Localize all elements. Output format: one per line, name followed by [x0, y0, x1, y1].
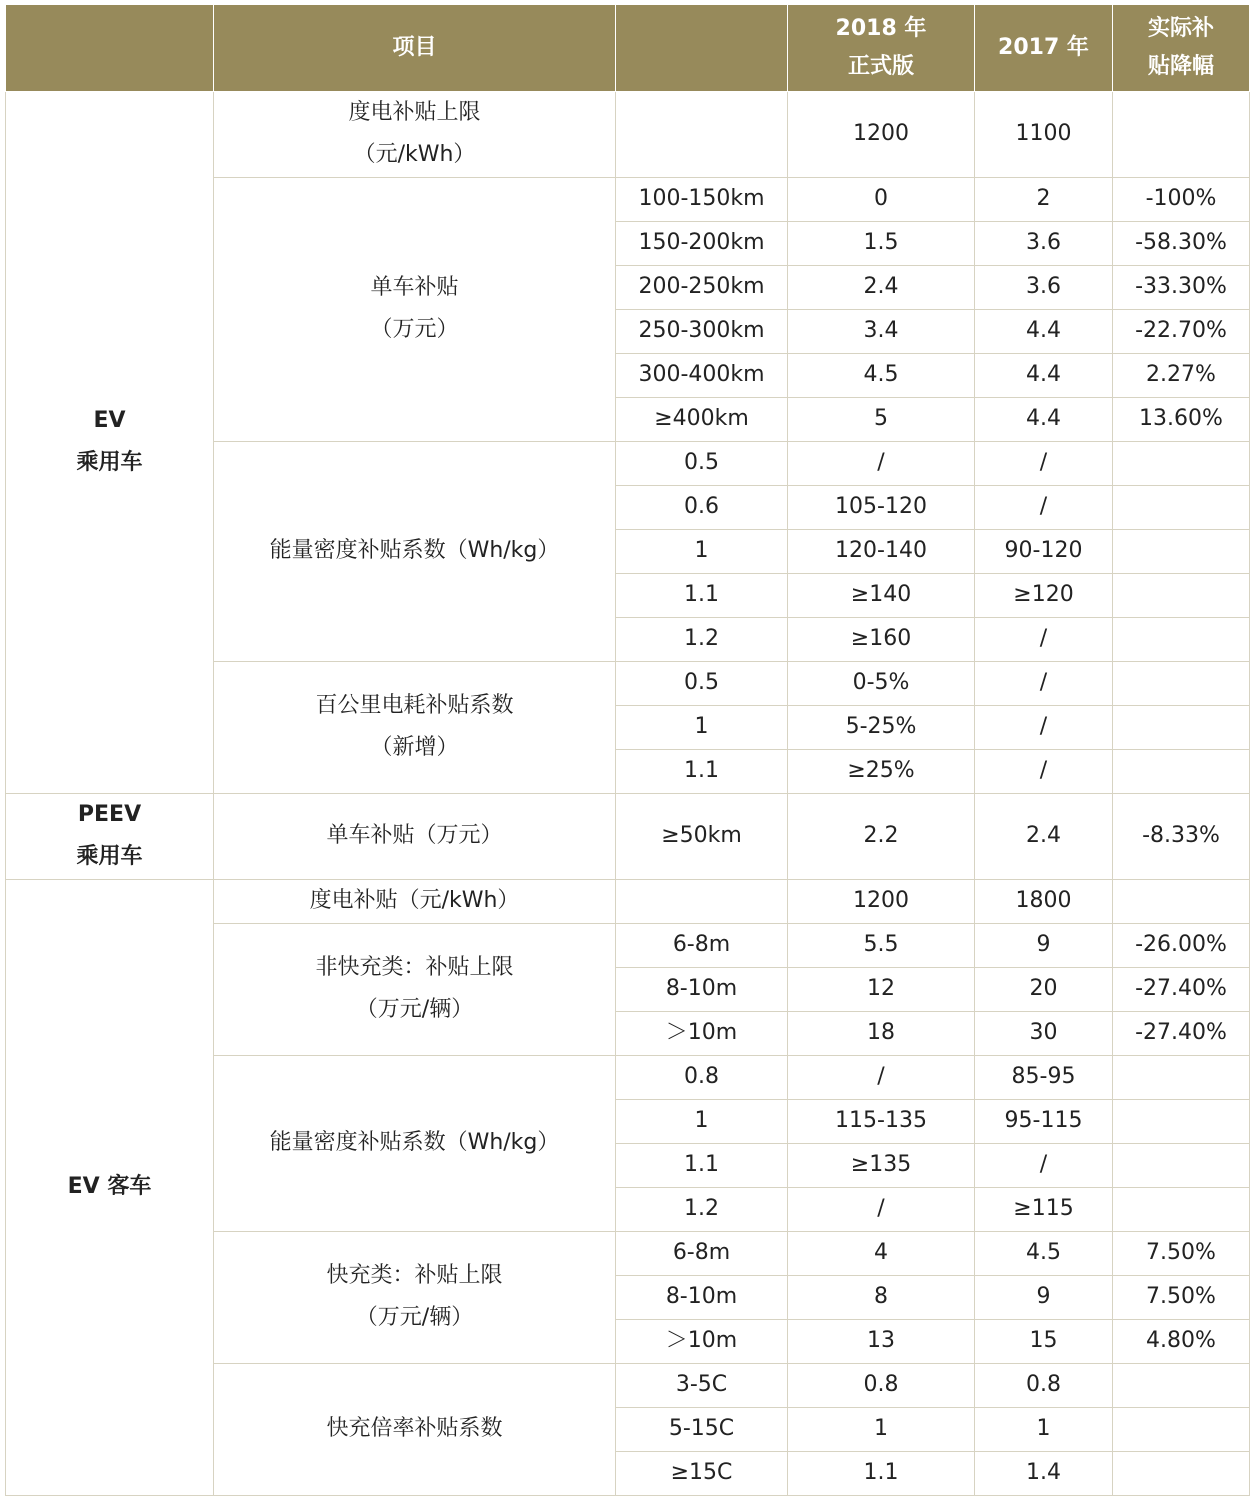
cell-2017: 20	[975, 967, 1113, 1011]
cell-2017: /	[975, 1143, 1113, 1187]
group-fast-line2: （万元/辆）	[355, 1305, 474, 1330]
cell-2018: 12	[788, 967, 975, 1011]
table-row	[6, 91, 1250, 177]
cell-2018: 4	[788, 1231, 975, 1275]
cell-2018: 18	[788, 1011, 975, 1055]
cell-sub: 1.1	[616, 749, 788, 793]
cell-drop	[1113, 485, 1250, 529]
cell-sub: 1.1	[616, 573, 788, 617]
cell-2017: /	[975, 485, 1113, 529]
section-ev-car-line1: EV	[93, 408, 126, 433]
cell-drop	[1113, 1363, 1250, 1407]
cell-drop	[1113, 529, 1250, 573]
cell-sub: 8-10m	[616, 1275, 788, 1319]
cell-2018: /	[788, 1055, 975, 1099]
cell-drop	[1113, 1099, 1250, 1143]
cell-2018: 120-140	[788, 529, 975, 573]
cell-drop	[1113, 879, 1250, 923]
cell-2018: 1200	[788, 879, 975, 923]
cell-drop	[1113, 1055, 1250, 1099]
cell-2017: 30	[975, 1011, 1113, 1055]
header-item: 项目	[214, 5, 616, 91]
cell-sub: 300-400km	[616, 353, 788, 397]
group-density-car: 能量密度补贴系数（Wh/kg）	[214, 441, 616, 661]
cell-sub: 6-8m	[616, 1231, 788, 1275]
cell-2017: 1.4	[975, 1451, 1113, 1495]
cell-2018: ≥135	[788, 1143, 975, 1187]
cell-2018: 1.5	[788, 221, 975, 265]
cell-sub: 8-10m	[616, 967, 788, 1011]
header-2018-line2: 正式版	[847, 53, 914, 79]
cell-drop: -22.70%	[1113, 309, 1250, 353]
cell-2017: 9	[975, 923, 1113, 967]
cell-sub: 1	[616, 529, 788, 573]
cell-2018: 1	[788, 1407, 975, 1451]
cell-2017: /	[975, 705, 1113, 749]
cell-2018: 0.8	[788, 1363, 975, 1407]
cell-drop: -8.33%	[1113, 793, 1250, 879]
cell-drop: 13.60%	[1113, 397, 1250, 441]
cell-sub	[616, 879, 788, 923]
header-drop-line1: 实际补	[1147, 15, 1214, 41]
cell-sub: ≥15C	[616, 1451, 788, 1495]
cell-2017: /	[975, 749, 1113, 793]
cell-drop	[1113, 91, 1250, 177]
subsidy-table	[5, 5, 1250, 1496]
cell-2018: /	[788, 1187, 975, 1231]
cell-drop	[1113, 661, 1250, 705]
cell-2018: 13	[788, 1319, 975, 1363]
cell-2017: /	[975, 441, 1113, 485]
cell-sub: 100-150km	[616, 177, 788, 221]
section-peev-car-line1: PEEV	[77, 802, 142, 827]
cell-2017: 1	[975, 1407, 1113, 1451]
cell-2017: 90-120	[975, 529, 1113, 573]
group-rate: 快充倍率补贴系数	[214, 1363, 616, 1495]
table-row	[6, 879, 1250, 923]
cell-2018: 8	[788, 1275, 975, 1319]
cell-sub: 1	[616, 705, 788, 749]
section-ev-bus: EV 客车	[6, 879, 214, 1495]
cell-sub: 1.2	[616, 1187, 788, 1231]
group-nonfast	[214, 923, 616, 1055]
cell-sub: ＞10m	[616, 1319, 788, 1363]
section-ev-car-line2: 乘用车	[76, 450, 143, 475]
cell-drop	[1113, 617, 1250, 661]
cell-drop	[1113, 1187, 1250, 1231]
cell-sub: 0.5	[616, 661, 788, 705]
cell-sub: 250-300km	[616, 309, 788, 353]
group-kwh-cap-line2: （元/kWh）	[353, 142, 476, 167]
cell-2018: ≥160	[788, 617, 975, 661]
cell-drop: 7.50%	[1113, 1275, 1250, 1319]
header-drop	[1113, 5, 1250, 91]
cell-sub: ≥400km	[616, 397, 788, 441]
cell-2017: 3.6	[975, 221, 1113, 265]
cell-2018: ≥25%	[788, 749, 975, 793]
cell-2017: 1800	[975, 879, 1113, 923]
cell-drop: -26.00%	[1113, 923, 1250, 967]
cell-sub: 6-8m	[616, 923, 788, 967]
cell-sub: 1.2	[616, 617, 788, 661]
section-ev-car	[6, 91, 214, 793]
cell-sub: ＞10m	[616, 1011, 788, 1055]
cell-2017: 4.4	[975, 309, 1113, 353]
cell-sub: ≥50km	[616, 793, 788, 879]
group-nonfast-line1: 非快充类：补贴上限	[315, 955, 514, 980]
cell-2017: /	[975, 617, 1113, 661]
cell-2018: 2.2	[788, 793, 975, 879]
header-2018	[788, 5, 975, 91]
cell-2017: ≥115	[975, 1187, 1113, 1231]
cell-2018: /	[788, 441, 975, 485]
cell-2017: 1100	[975, 91, 1113, 177]
cell-drop	[1113, 441, 1250, 485]
group-kwh-bus: 度电补贴（元/kWh）	[214, 879, 616, 923]
group-peev-single: 单车补贴（万元）	[214, 793, 616, 879]
header-category	[6, 5, 214, 91]
group-kwh-cap-line1: 度电补贴上限	[348, 100, 481, 125]
cell-sub: 0.5	[616, 441, 788, 485]
cell-drop	[1113, 749, 1250, 793]
section-peev-car-line2: 乘用车	[76, 844, 143, 869]
cell-2018: 5	[788, 397, 975, 441]
group-nonfast-line2: （万元/辆）	[355, 997, 474, 1022]
cell-drop: -58.30%	[1113, 221, 1250, 265]
group-consumption-line1: 百公里电耗补贴系数	[315, 693, 514, 718]
cell-sub: 200-250km	[616, 265, 788, 309]
cell-drop	[1113, 1407, 1250, 1451]
header-2017: 2017 年	[975, 5, 1113, 91]
header-sub	[616, 5, 788, 91]
group-consumption-line2: （新增）	[370, 735, 459, 760]
header-drop-line2: 贴降幅	[1147, 53, 1214, 79]
cell-2017: 3.6	[975, 265, 1113, 309]
cell-drop	[1113, 1451, 1250, 1495]
cell-sub: 0.8	[616, 1055, 788, 1099]
cell-2017: 95-115	[975, 1099, 1113, 1143]
section-peev-car	[6, 793, 214, 879]
header-row	[6, 5, 1250, 91]
cell-2017: 2.4	[975, 793, 1113, 879]
group-single-line2: （万元）	[370, 317, 459, 342]
cell-2017: ≥120	[975, 573, 1113, 617]
cell-sub: 5-15C	[616, 1407, 788, 1451]
cell-drop: -100%	[1113, 177, 1250, 221]
cell-drop	[1113, 1143, 1250, 1187]
group-density-bus: 能量密度补贴系数（Wh/kg）	[214, 1055, 616, 1231]
cell-2018: 2.4	[788, 265, 975, 309]
cell-drop: -27.40%	[1113, 1011, 1250, 1055]
cell-drop	[1113, 705, 1250, 749]
cell-2018: 1200	[788, 91, 975, 177]
cell-2018: 1.1	[788, 1451, 975, 1495]
group-single-line1: 单车补贴	[370, 275, 459, 300]
cell-2017: 4.5	[975, 1231, 1113, 1275]
cell-sub: 3-5C	[616, 1363, 788, 1407]
cell-sub: 1	[616, 1099, 788, 1143]
group-consumption	[214, 661, 616, 793]
group-fast	[214, 1231, 616, 1363]
cell-2018: 4.5	[788, 353, 975, 397]
cell-2017: /	[975, 661, 1113, 705]
cell-2018: 3.4	[788, 309, 975, 353]
cell-2018: 105-120	[788, 485, 975, 529]
cell-drop: 4.80%	[1113, 1319, 1250, 1363]
table-row	[6, 793, 1250, 879]
group-kwh-cap	[214, 91, 616, 177]
cell-sub	[616, 91, 788, 177]
cell-2018: 0	[788, 177, 975, 221]
cell-2017: 2	[975, 177, 1113, 221]
cell-2017: 0.8	[975, 1363, 1113, 1407]
group-single	[214, 177, 616, 441]
cell-2018: 115-135	[788, 1099, 975, 1143]
cell-2018: 5.5	[788, 923, 975, 967]
cell-sub: 0.6	[616, 485, 788, 529]
cell-2018: 5-25%	[788, 705, 975, 749]
cell-sub: 1.1	[616, 1143, 788, 1187]
cell-drop: -27.40%	[1113, 967, 1250, 1011]
cell-2018: ≥140	[788, 573, 975, 617]
cell-2018: 0-5%	[788, 661, 975, 705]
cell-drop: 2.27%	[1113, 353, 1250, 397]
cell-2017: 4.4	[975, 353, 1113, 397]
header-2018-line1: 2018 年	[835, 15, 927, 41]
cell-2017: 85-95	[975, 1055, 1113, 1099]
cell-2017: 9	[975, 1275, 1113, 1319]
cell-drop: 7.50%	[1113, 1231, 1250, 1275]
cell-2017: 15	[975, 1319, 1113, 1363]
cell-sub: 150-200km	[616, 221, 788, 265]
cell-drop: -33.30%	[1113, 265, 1250, 309]
group-fast-line1: 快充类：补贴上限	[326, 1263, 503, 1288]
cell-2017: 4.4	[975, 397, 1113, 441]
cell-drop	[1113, 573, 1250, 617]
